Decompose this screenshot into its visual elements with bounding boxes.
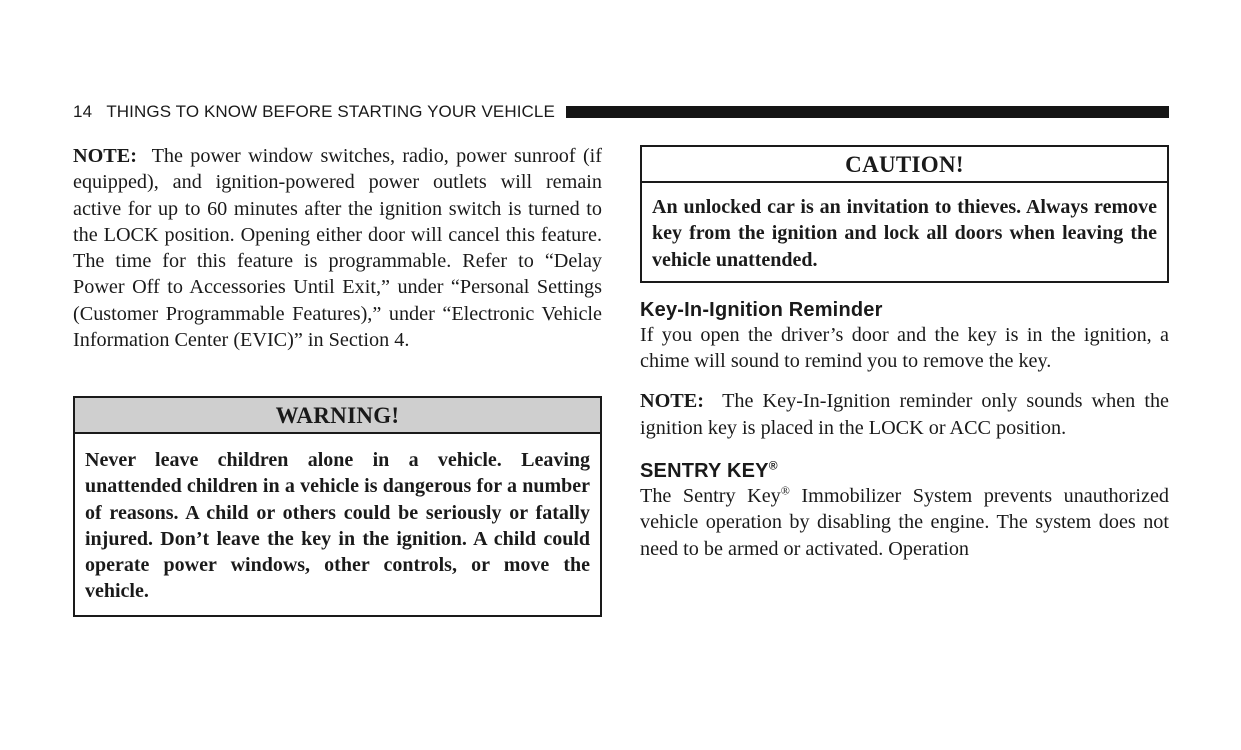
chapter-title: THINGS TO KNOW BEFORE STARTING YOUR VEHICLE — [106, 102, 555, 121]
reminder-note-paragraph — [640, 388, 1169, 441]
reminder-heading: Key-In-Ignition Reminder — [640, 298, 883, 321]
sentry-text-start: The Sentry Key — [640, 485, 781, 508]
note-label: NOTE: — [73, 145, 137, 167]
registered-mark-inline: ® — [780, 483, 790, 498]
sentry-text-rest: Immobilizer System prevents unauthorized vehicle operation by disabling the engine. The system does not need to be armed or activated. Operation — [640, 485, 1169, 560]
sentry-key-heading — [640, 459, 1169, 483]
page-number: 14 — [73, 102, 93, 121]
warning-title: WARNING! — [75, 398, 600, 434]
caution-text: An unlocked car is an invitation to thieves. Always remove key from the ignition and lock all doors when leaving the vehicle unattended. — [652, 196, 1157, 271]
header-rule — [566, 106, 1169, 118]
note-paragraph — [73, 143, 602, 353]
warning-box — [73, 396, 602, 617]
caution-title: CAUTION! — [642, 147, 1167, 183]
warning-text: Never leave children alone in a vehicle. Leaving unattended children in a vehicle is dangerous for a number of reasons. A child or others could be seriously or fatally injured. Don’t leave the key in the ignition. A child could operate power windows, other controls, or move the vehicle. — [85, 449, 590, 603]
left-column — [73, 143, 602, 353]
reminder-note-text: The Key-In-Ignition reminder only sounds when the ignition key is placed in the LOCK or ACC position. — [640, 390, 1169, 439]
caution-box — [640, 145, 1169, 283]
sentry-key-paragraph — [640, 483, 1169, 562]
note-text: The power window switches, radio, power sunroof (if equipped), and ignition-powered power outlets will remain active for up to 60 minutes after the ignition switch is turned to the LOCK position. Opening either door will cancel this feature. The time for this feature is programmable. Refer to “Delay Power Off to Accessories Until Exit,” under “Personal Settings (Customer Programmable Features),” under “Electronic Vehicle Information Center (EVIC)” in Section 4. — [73, 145, 602, 352]
right-column — [640, 145, 1169, 562]
reminder-note-label: NOTE: — [640, 390, 704, 413]
page-header — [73, 101, 1169, 123]
registered-mark: ® — [768, 458, 778, 473]
reminder-paragraph: If you open the driver’s door and the key is in the ignition, a chime will sound to remind you to remove the key. — [640, 323, 1169, 373]
sentry-heading-text: SENTRY KEY — [640, 460, 769, 483]
